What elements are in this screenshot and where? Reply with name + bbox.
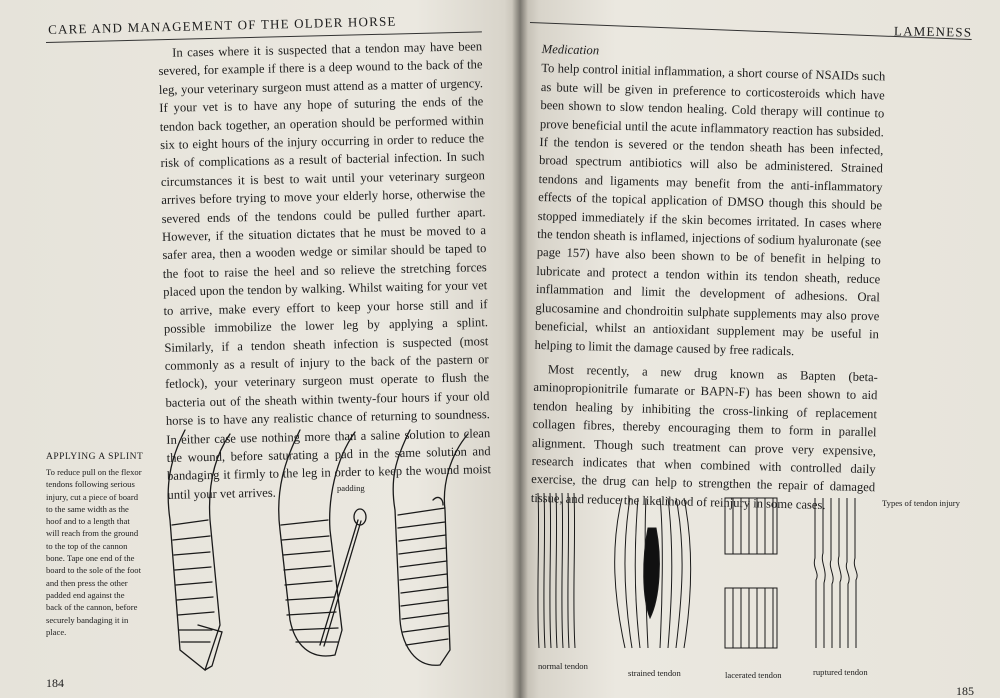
figure-caption: Types of tendon injury [882,498,960,508]
page-number: 185 [956,684,974,698]
section-heading: Medication [541,41,600,58]
splint-illustration [150,420,480,680]
paragraph: To help control initial inflammation, a short course of NSAIDs such as bute will be given in preference to corticosteroids which have been shown to slow tendon healing. Cold therapy will continue to prove beneficial until the acute inflammatory reaction has subsided. If the tendon is severed or the tendon sheath has been infected, broad spectrum antibiotics will also be administered. Strained tendons and ligaments may benefit from the anti-inflammatory effects of the topical application of DMSO though this should be stopped immediately if the skin becomes irritated. In cases where the tendon sheath is inflamed, injections of sodium hyaluronate (see page 157) have also been shown to be of benefit in helping to lubricate and protect a tendon within its tendon sheath, reduce inflammation and limit the development of adhesions. Oral glucosamine and chondroitin sulphate supplements may also prove beneficial, whilst an antioxidant supplement may be useful in helping to limit the damage caused by free radicals. [534,61,886,358]
label-lacerated-tendon: lacerated tendon [725,670,782,680]
bandaged-leg-3 [393,430,468,665]
running-head: LAMENESS [893,23,973,40]
body-text [531,40,886,515]
padding-label: padding [337,483,365,493]
label-ruptured-tendon: ruptured tendon [813,667,868,677]
paragraph: In cases where it is suspected that a tendon may have been severed, for example if there is a deep wound to the back of the leg, your veterinary surgeon must attend as a matter of urgency. If your vet is to have any hope of suturing the ends of the tendon back together, an operation should be performed within six to eight hours of the injury occurring in order to reduce the risk of complications as a result of bacterial infection. In such circumstances it is best to wait until your veterinary surgeon arrives before trying to move your elderly horse, otherwise the severed ends of the tendons could be pulled further apart. However, if the situation dictates that he must be moved to a safer area, then a wooden wedge or similar should be taped to the foot to raise the heel and so relieve the stretching forces placed upon the tendon by walking. Whilst waiting for your vet to arrive, make every effort to keep your horse still and if possible immobilize the lower leg by applying a splint. Similarly, if a tendon sheath infection is suspected (most commonly as a result of injury to the back of the pastern or fetlock), your veterinary surgeon must operate to flush the bacteria out of the sheath within twenty-four hours if your old horse is to have any realistic chance of returning to soundness. In either case use nothing more than a saline solution to clean the wound, before saturating a pad in the same solution and bandaging it firmly to the leg in order to keep the wound moist until your vet arrives. [158,39,492,502]
book-gutter [512,0,528,698]
page-number: 184 [46,676,64,690]
label-strained-tendon: strained tendon [628,668,681,678]
bandaged-leg-2 [279,430,366,656]
label-normal-tendon: normal tendon [538,661,588,671]
paragraph: Most recently, a new drug known as Bapten (beta-aminopropionitrile fumarate or BAPN-F) has been shown to aid tendon healing by inhibiting the cross-linking of replacement collagen fibres, thereby encouraging them to form in parallel alignment. Though such treatment can prove very expensive, research indicates that when combined with controlled daily exercise, the drug can help to strengthen the repair of damaged tissue, and reduce the likelihood of reinjury in some cases. [530,362,879,512]
figure-caption-title: APPLYING A SPLINT [46,452,144,462]
right-page [520,0,1000,698]
tendon-injury-illustration [530,488,880,658]
strained-tendon-drawing [615,498,691,648]
ruptured-tendon-drawing [814,498,857,648]
bandaged-leg-1 [168,430,230,670]
figure-caption-body: To reduce pull on the flexor tendons following serious injury, cut a piece of board to the same width as the hoof and to a length that will reach from the ground to the top of the cannon bone. Tape one end of the board to the sole of the foot and then press the other padded end against the back of the cannon, before securely bandaging it in place. [46,467,142,637]
normal-tendon-drawing [538,493,575,648]
running-head: CARE AND MANAGEMENT OF THE OLDER HORSE [48,13,397,37]
lacerated-tendon-drawing [725,498,777,648]
